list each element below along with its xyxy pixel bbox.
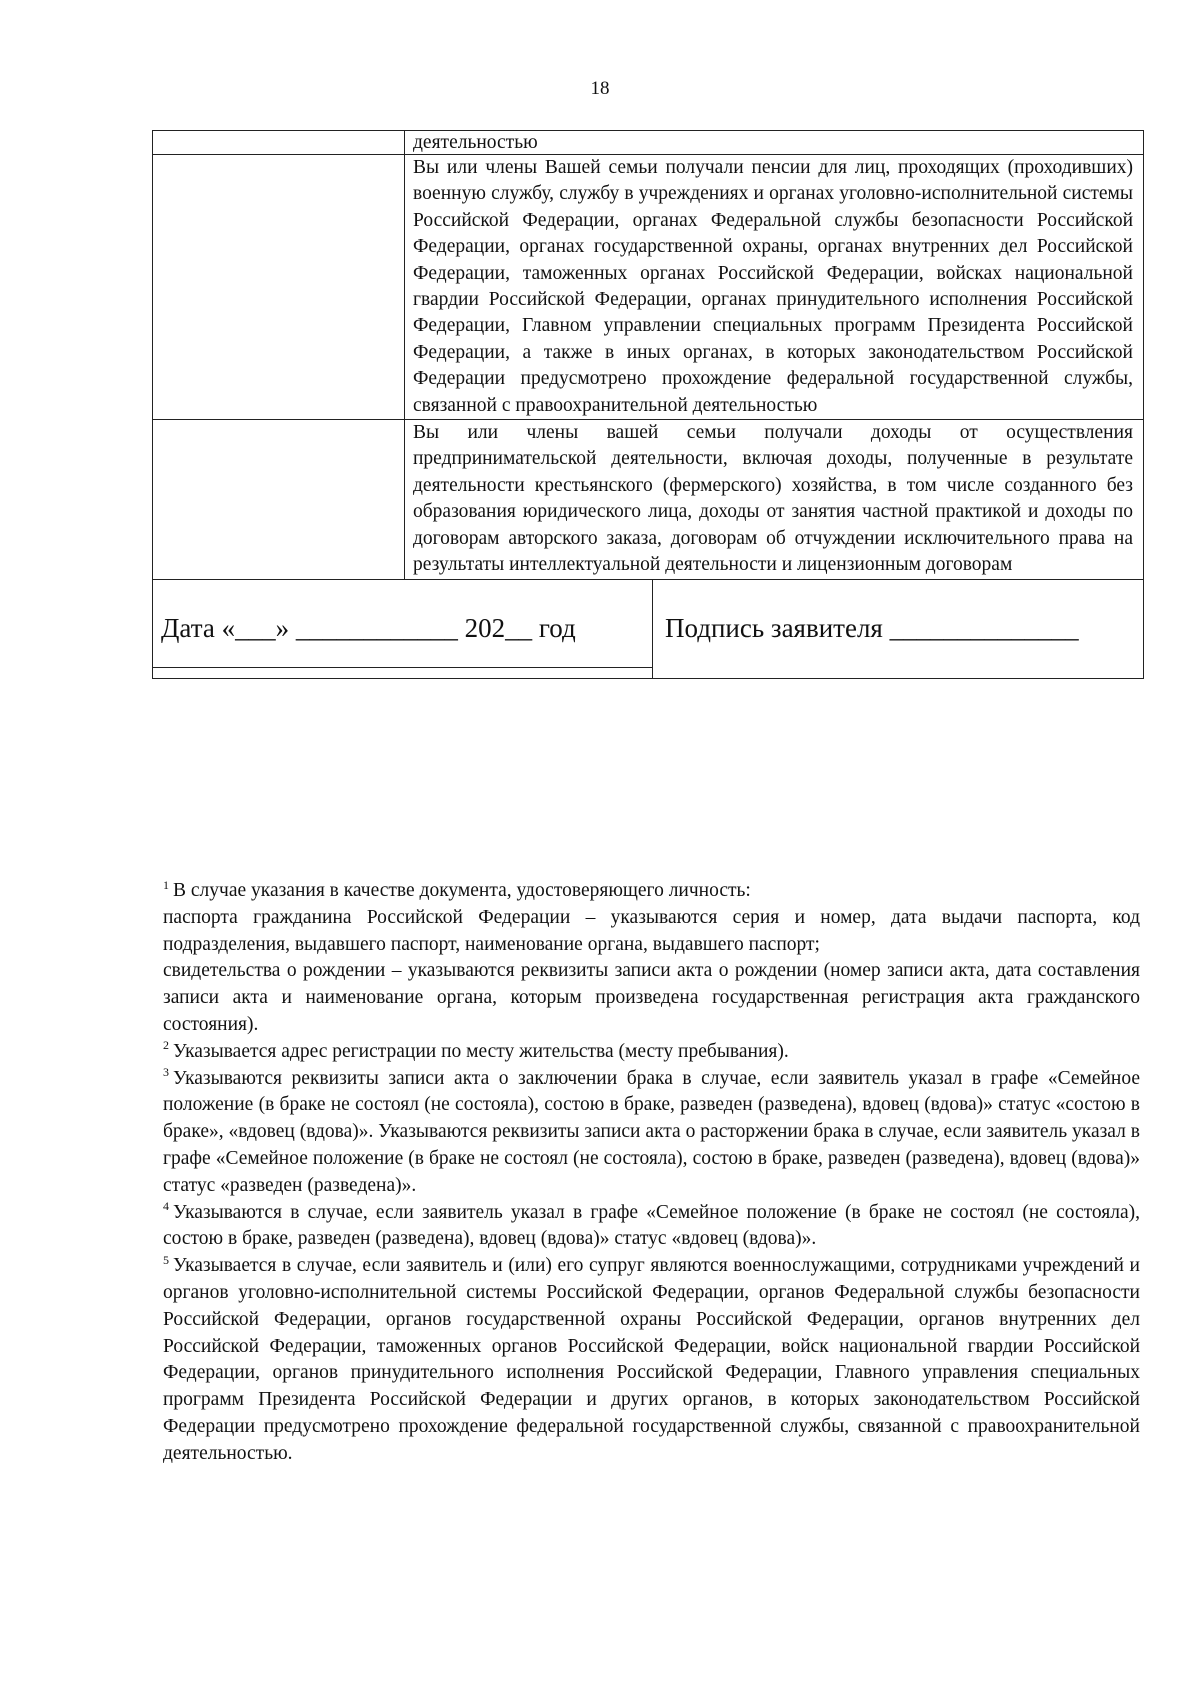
table-row <box>153 131 1143 155</box>
footnote-mark: 3 <box>163 1065 169 1080</box>
table-cell-empty <box>153 131 405 154</box>
footnote-line: Указывается в случае, если заявитель и (или) его супруг являются военнослужащими, сотрудниками учреждений и органов уголовно-исполнительной системы Российской Федерации, органов Федеральной службы безопасности Российской Федерации, органов государственной охраны Российской Федерации, органов внутренних дел Российской Федерации, таможенных органов Российской Федерации, войск национальной гвардии Российской Федерации, органов принудительного исполнения Российской Федерации, Главного управления специальных программ Президента Российской Федерации и других органов, в которых законодательством Российской Федерации предусмотрено прохождение федеральной государственной службы, связанной с правоохранительной деятельностью. <box>163 1255 1140 1464</box>
table-cell-text: Вы или члены вашей семьи получали доходы от осуществления предпринимательской деятельности, включая доходы, полученные в результате деятельности крестьянского (фермерского) хозяйства, в том числе созданного без образования юридического лица, доходы от занятия частной практикой и доходы по договорам авторского заказа, договорам об отчуждении исключительного права на результаты интеллектуальной деятельности и лицензионным договорам <box>413 422 1133 576</box>
page-number: 18 <box>590 78 610 99</box>
footnote-mark: 1 <box>163 877 169 892</box>
footnote-mark: 4 <box>163 1199 169 1214</box>
footnote-mark: 2 <box>163 1038 169 1053</box>
footnote-2 <box>163 1039 1140 1066</box>
footnote-3 <box>163 1066 1140 1200</box>
footnote-1-line <box>163 905 1140 959</box>
footnote-1-line <box>163 958 1140 1038</box>
table-cell-empty <box>153 155 405 419</box>
signature-row <box>153 579 1143 678</box>
table-row <box>153 155 1143 420</box>
date-cell <box>153 580 653 678</box>
questionnaire-table <box>152 130 1144 679</box>
footnote-1 <box>163 878 1140 905</box>
table-cell-text: деятельностью <box>413 132 538 153</box>
date-field: Дата «___» ____________ 202__ год <box>161 612 576 643</box>
footnote-mark: 5 <box>163 1252 169 1267</box>
divider <box>153 667 652 668</box>
footnote-line: паспорта гражданина Российской Федерации – указываются серия и номер, дата выдачи паспорта, код подразделения, выдавшего паспорт, наименование органа, выдавшего паспорт; <box>163 906 1140 955</box>
table-cell-empty <box>153 420 405 578</box>
footnote-4 <box>163 1200 1140 1254</box>
footnote-line: Указывается адрес регистрации по месту жительства (месту пребывания). <box>173 1040 789 1062</box>
footnote-line: Указываются реквизиты записи акта о заключении брака в случае, если заявитель указал в графе «Семейное положение (в браке не состоял (не состояла), состою в браке, разведен (разведена), вдовец (вдова)» статус «состою в браке», «вдовец (вдова)». Указываются реквизиты записи акта о расторжении брака в случае, если заявитель указал в графе «Семейное положение (в браке не состоял (не состояла), состою в браке, разведен (разведена), вдовец (вдова)» статус «разведен (разведена)». <box>163 1067 1140 1196</box>
footnote-5 <box>163 1253 1140 1467</box>
applicant-signature-field: Подпись заявителя ______________ <box>665 612 1079 643</box>
footnote-line: В случае указания в качестве документа, удостоверяющего личность: <box>173 880 751 901</box>
signature-cell <box>653 580 1143 678</box>
table-row <box>153 420 1143 578</box>
footnote-line: Указываются в случае, если заявитель указал в графе «Семейное положение (в браке не состоял (не состояла), состою в браке, разведен (разведена), вдовец (вдова)» статус «вдовец (вдова)». <box>163 1201 1140 1250</box>
footnote-line: свидетельства о рождении – указываются реквизиты записи акта о рождении (номер записи акта, дата составления записи акта и наименование органа, которым произведена государственная регистрация акта гражданского состояния). <box>163 960 1140 1035</box>
footnotes <box>163 878 1140 1468</box>
table-cell-text: Вы или члены Вашей семьи получали пенсии для лиц, проходящих (проходивших) военную службу, службу в учреждениях и органах уголовно-исполнительной системы Российской Федерации, органах Федеральной службы безопасности Российской Федерации, органах государственной охраны, органах внутренних дел Российской Федерации, таможенных органах Российской Федерации, войсках национальной гвардии Российской Федерации, органах принудительного исполнения Российской Федерации, Главном управлении специальных программ Президента Российской Федерации, а также в иных органах, в которых законодательством Российской Федерации предусмотрено прохождение федеральной государственной службы, связанной с правоохранительной деятельностью <box>413 157 1133 416</box>
